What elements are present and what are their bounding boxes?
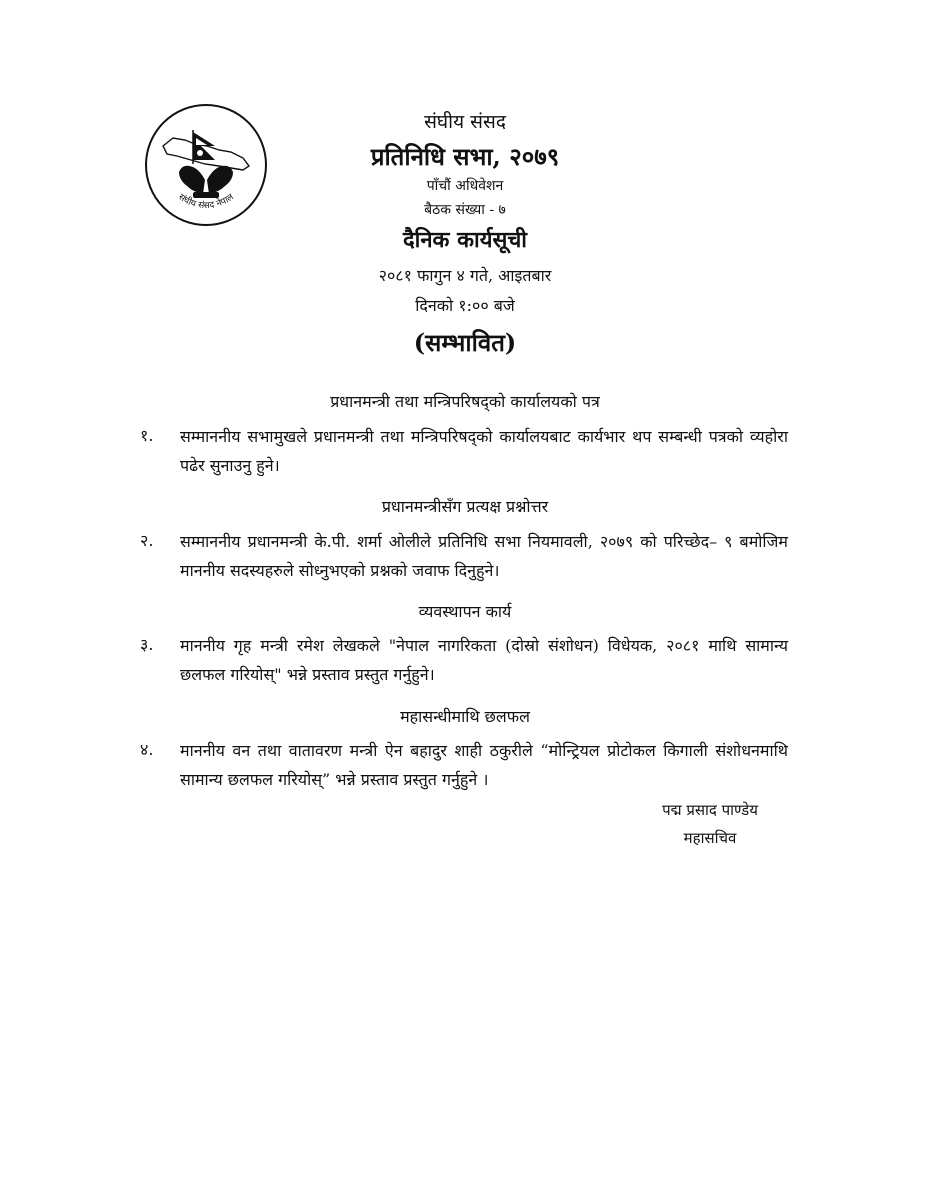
document-title: दैनिक कार्यसूची (402, 227, 528, 253)
section-title: व्यवस्थापन कार्य (418, 602, 512, 621)
emblem-icon (143, 102, 269, 228)
time-line: दिनको १:०० बजे (415, 296, 515, 315)
emblem-caption: संघीय संसद नेपाल (176, 192, 236, 212)
item-text: माननीय गृह मन्त्री रमेश लेखकले "नेपाल नागरिकता (दोस्रो संशोधन) विधेयक, २०८१ माथि सामान्य छलफल गरियोस्" भन्ने प्रस्ताव प्रस्तुत गर्नुहुने। (180, 636, 788, 684)
date-line: २०८१ फागुन ४ गते, आइतबार (378, 266, 552, 285)
status-label: (सम्भावित) (413, 328, 517, 357)
item-number: १. (140, 426, 154, 445)
item-number: ३. (140, 635, 154, 654)
signatory-name: पद्म प्रसाद पाण्डेय (662, 801, 758, 819)
section-title: प्रधानमन्त्री तथा मन्त्रिपरिषद्को कार्यालयको पत्र (330, 392, 600, 411)
organization-name: संघीय संसद (424, 111, 506, 133)
item-text: सम्माननीय प्रधानमन्त्री के.पी. शर्मा ओलीले प्रतिनिधि सभा नियमावली, २०७९ को परिच्छेद– ९ बमोजिम माननीय सदस्यहरुले सोध्नुभएको प्रश्नको जवाफ दिनुहुने। (180, 532, 788, 580)
item-text: सम्माननीय सभामुखले प्रधानमन्त्री तथा मन्त्रिपरिषद्को कार्यालयबाट कार्यभार थप सम्बन्धी पत्रको व्यहोरा पढेर सुनाउनु हुने। (180, 427, 788, 475)
item-number: ४. (140, 740, 154, 759)
item-text: माननीय वन तथा वातावरण मन्त्री ऐन बहादुर शाही ठकुरीले “मोन्ट्रियल प्रोटोकल किगाली संशोधनमाथि सामान्य छलफल गरियोस्” भन्ने प्रस्ताव प्रस्तुत गर्नुहुने । (180, 741, 788, 789)
session-label: पाँचौं अधिवेशन (426, 178, 504, 194)
section-title: महासन्धीमाथि छलफल (400, 707, 530, 726)
section-title: प्रधानमन्त्रीसँग प्रत्यक्ष प्रश्नोत्तर (381, 497, 549, 516)
house-title: प्रतिनिधि सभा, २०७९ (370, 142, 560, 171)
meeting-number: बैठक संख्या - ७ (424, 202, 506, 218)
parliament-emblem-logo (143, 102, 269, 228)
signature-block (640, 796, 780, 852)
item-number: २. (140, 531, 154, 550)
signatory-designation: महासचिव (683, 829, 737, 847)
